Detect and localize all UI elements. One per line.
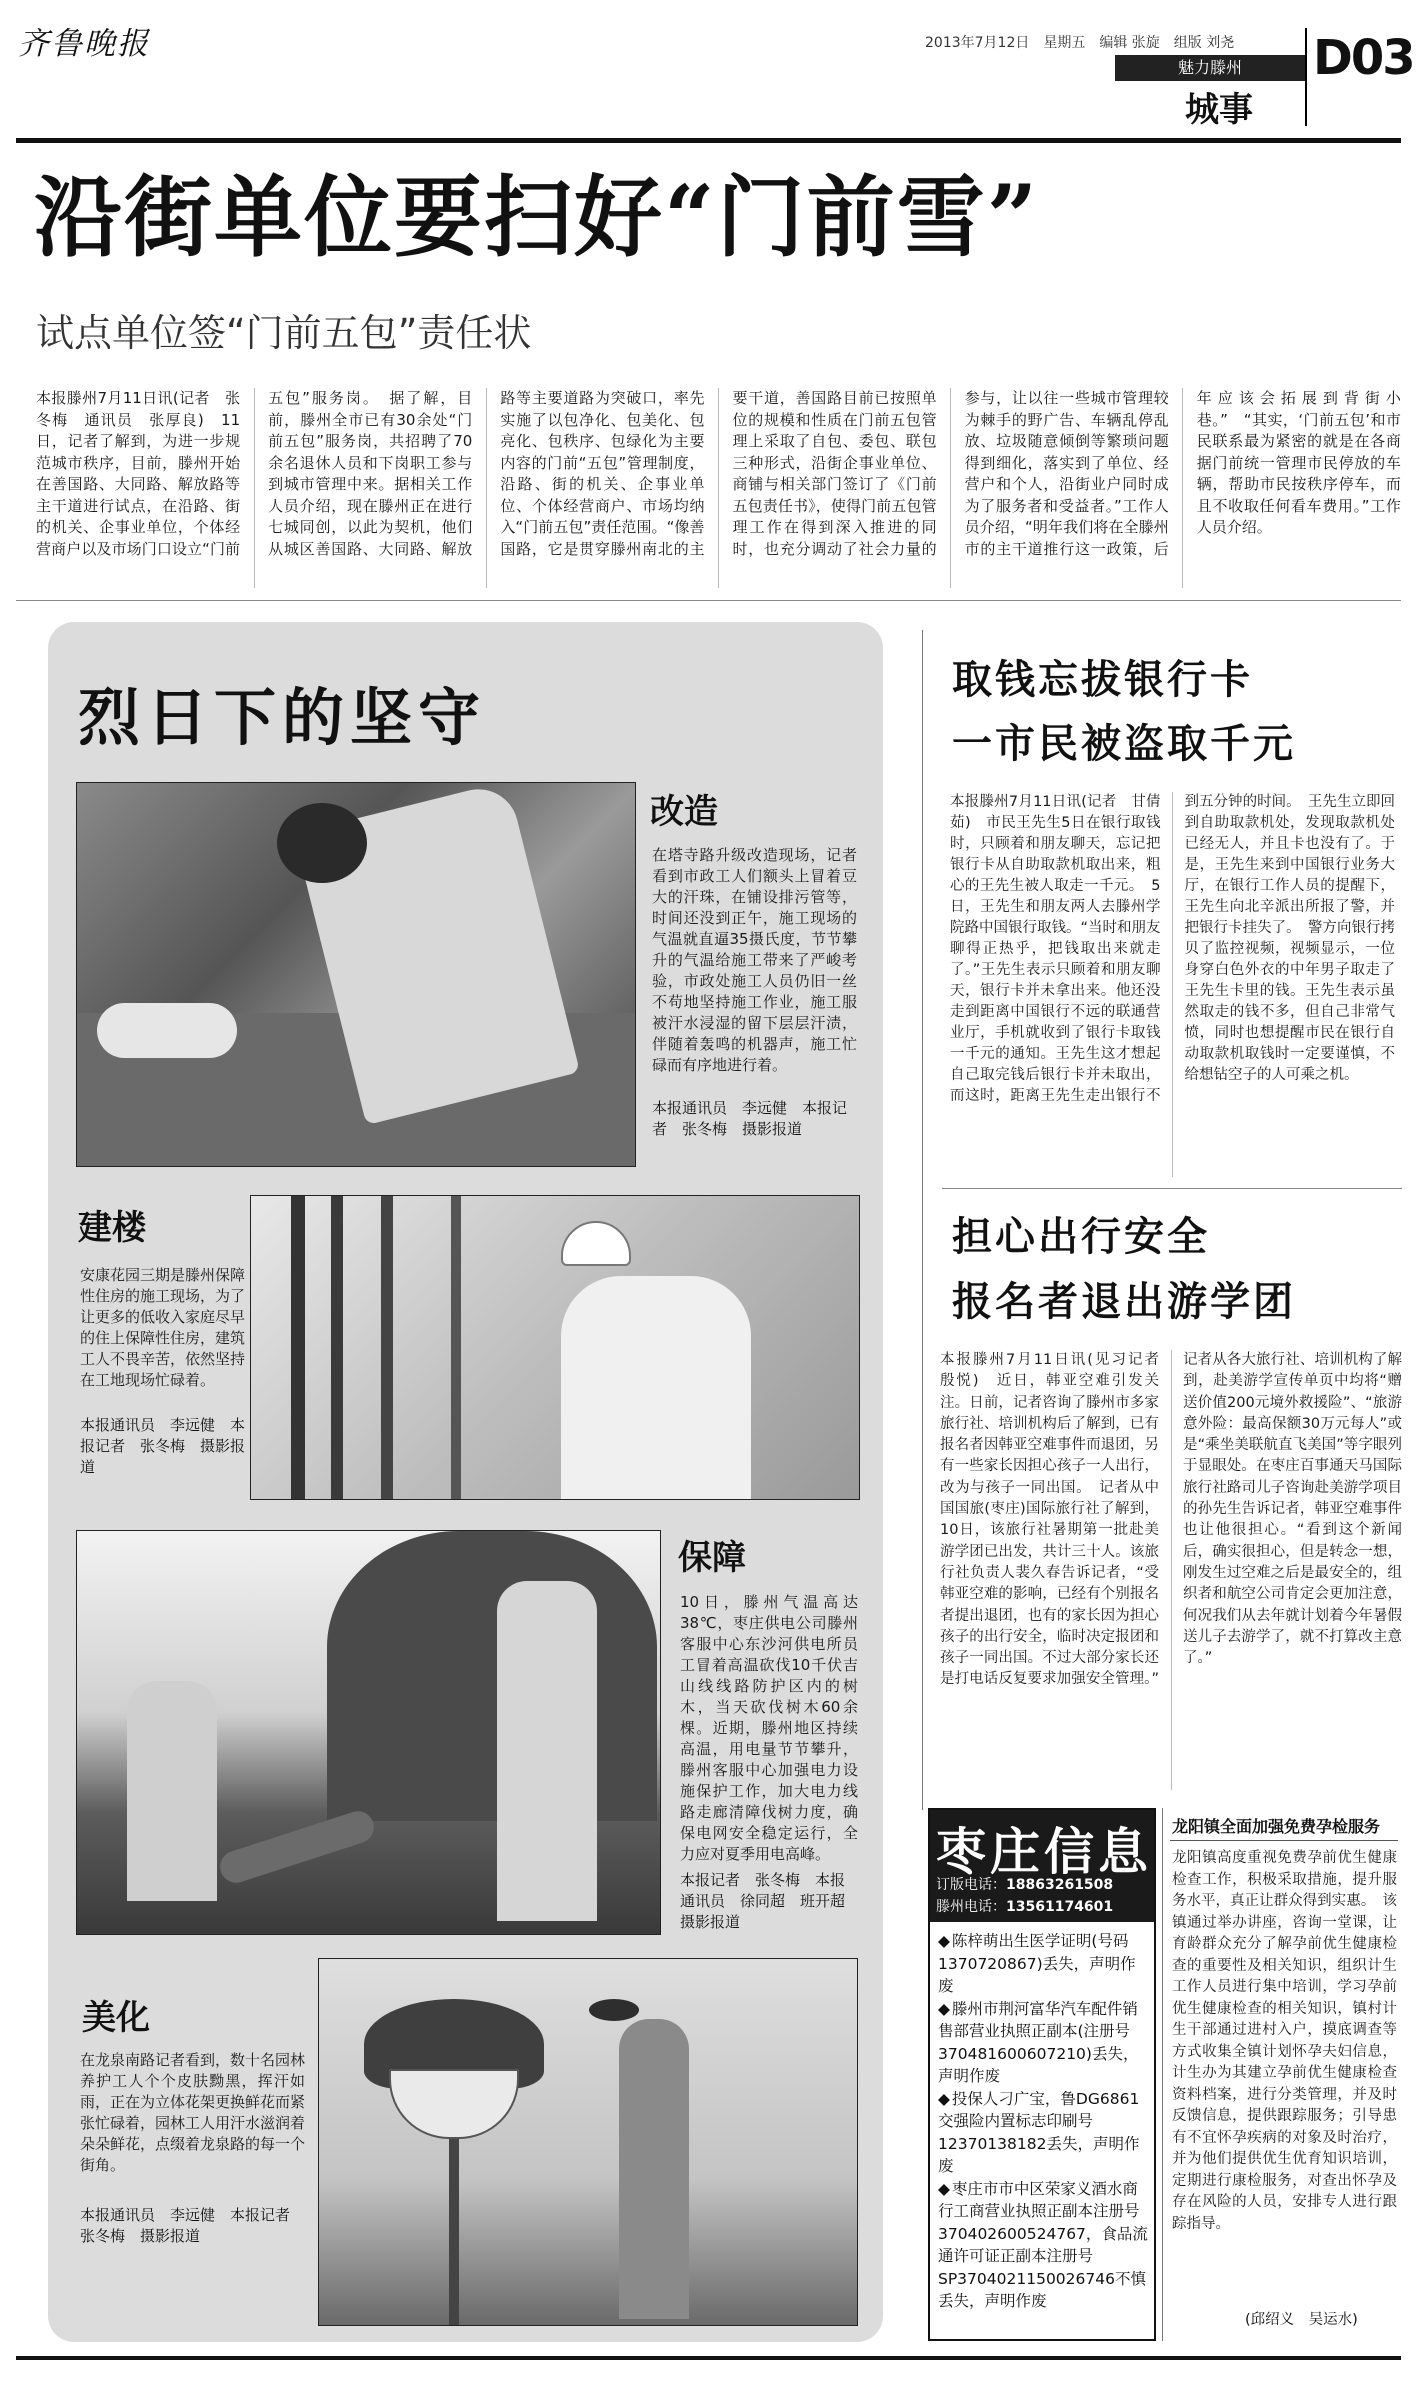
classifieds-phone1-row xyxy=(936,1874,1113,1894)
classifieds-phone1-label: 订版电话： xyxy=(936,1877,1006,1893)
masthead-divider xyxy=(1305,28,1307,126)
feature-item-label-gaizao: 改造 xyxy=(650,792,718,832)
classifieds-item: ◆ 滕州市荆河富华汽车配件销售部营业执照正副本(注册号370481600607210)丢失，声明作废 xyxy=(938,1998,1148,2088)
right-column-divider xyxy=(922,630,923,1810)
classifieds-phone2-label: 滕州电话： xyxy=(936,1899,1006,1915)
lead-body: 本报滕州7月11日讯(记者 张冬梅 通讯员 张厚良) 11日，记者了解到，为进一步规范城市秩序，目前，滕州开始在善国路、大同路、解放路等主干道进行试点，在沿路、街的机关、企事业单位，个体经营商户以及市场门口设立“门前五包”服务岗。 据了解，目前，滕州全市已有30余处“门前五包”服务岗，共招聘了70余名退休人员和下岗职工参与到城市管理中来。据相关工作人员介绍，现在滕州正在进行七城同创，以此为契机，他们从城区善国路、大同路、解放路等主要道路为突破口，率先实施了以包净化、包美化、包亮化、包秩序、包绿化为主要内容的门前“五包”管理制度，沿路、街的机关、企事业单位、个体经营商户、市场均纳入“门前五包”责任范围。“像善国路，它是贯穿滕州南北的主要干道，善国路目前已按照单位的规模和性质在门前五包管理上采取了自包、委包、联包三种形式，沿街企事业单位、商铺与相关部门签订了《门前五包责任书》，使得门前五包管理工作在得到深入推进的同时，也充分调动了社会力量的参与，让以往一些城市管理较为棘手的野广告、车辆乱停乱放、垃圾随意倾倒等繁琐问题得到细化，落实到了单位、经营户和个人，沿街业户同时成为了服务者和受益者。”工作人员介绍，“明年我们将在全滕州市的主干道推行这一政策，后年应该会拓展到背街小巷。” “其实，‘门前五包’和市民联系最为紧密的就是在各商据门前统一管理市民停放的车辆，帮助市民按秩序停车，而且不收取任何看车费用。”工作人员介绍。 xyxy=(36,389,1401,558)
feature-item-label-meihua: 美化 xyxy=(82,1998,150,2038)
photo-road-workers xyxy=(76,782,636,1167)
classifieds-item: ◆ 投保人刁广宝，鲁DG6861交强险内置标志印刷号12370138182丢失，声明作废 xyxy=(938,2088,1148,2178)
classifieds-phone2: 13561174601 xyxy=(1006,1899,1114,1915)
feature-item-label-baozhang: 保障 xyxy=(678,1538,746,1578)
story2-title-line1: 担心出行安全 xyxy=(952,1213,1210,1260)
feature-item-text-meihua: 在龙泉南路记者看到，数十名园林养护工人个个皮肤黝黑，挥汗如雨，正在为立体花架更换鲜花而紧张忙碌着，园林工人用汗水滋润着朵朵鲜花，点缀着龙泉路的每一个街角。 xyxy=(80,2051,306,2174)
newspaper-logo: 齐鲁晚报 xyxy=(18,26,150,62)
classifieds-item: ◆ 枣庄市市中区荣家义酒水商行工商营业执照正副本注册号370402600524767，食品流通许可证正副本注册号SP3704021150026746不慎丢失，声明作废 xyxy=(938,2178,1148,2313)
lead-headline: 沿街单位要扫好“门前雪” xyxy=(34,165,1040,269)
classifieds-list xyxy=(938,1930,1148,2313)
section-tag: 魅力滕州 xyxy=(1115,55,1305,81)
photo-flower-planter-workers xyxy=(318,1958,858,2326)
brief-credit: (邱绍义 吴运水) xyxy=(1245,2312,1358,2328)
brief-body: 龙阳镇高度重视免费孕前优生健康检查工作，积极采取措施，提升服务水平，真正让群众得到实惠。 该镇通过举办讲座，咨询一堂课，让育龄群众充分了解孕前优生健康检查的重要性及相关知识，组织计生工作人员进行集中培训，学习孕前优生健康检查的相关知识，镇村计生干部通过进村入户，摸底调查等方式收集全镇计划怀孕夫妇信息，计生办为其建立孕前优生健康检查资料档案，进行分类管理，并及时反馈信息，提供跟踪服务；引导患有不宜怀孕疾病的对象及时治疗，并为他们提供优生优育知识培训，定期进行康检服务，对查出怀孕及存在风险的人员，安排专人进行跟踪指导。 xyxy=(1172,1850,1397,2232)
lead-bottom-rule xyxy=(16,600,1401,601)
classifieds-phone2-row xyxy=(936,1896,1113,1916)
feature-item-text-jianlou: 安康花园三期是滕州保障性住房的施工现场，为了让更多的低收入家庭尽早的住上保障性住房，建筑工人不畏辛苦，依然坚持在工地现场忙碌着。 xyxy=(80,1266,246,1389)
brief-title-rule xyxy=(1170,1840,1398,1841)
classifieds-item: ◆ 陈梓萌出生医学证明(号码1370720867)丢失，声明作废 xyxy=(938,1930,1148,1998)
feature-title: 烈日下的坚守 xyxy=(78,681,487,754)
story1-body: 本报滕州7月11日讯(记者 甘倩茹) 市民王先生5日在银行取钱时，只顾着和朋友聊天，忘记把银行卡从自助取款机取出来，粗心的王先生被人取走一千元。 5日，王先生和朋友两人去滕州学院路中国银行取钱。“当时和朋友聊得正热乎，把钱取出来就走了。”王先生表示只顾着和朋友聊天，银行卡并未拿出来。他还没走到距离中国银行不远的联通营业厅，手机就收到了银行卡取钱一千元的通知。王先生这才想起自己取完钱后银行卡并未取出，而这时，距离王先生走出银行不到五分钟的时间。 王先生立即回到自助取款机处，发现取款机处已经无人，并且卡也没有了。于是，王先生来到中国银行业务大厅，在银行工作人员的提醒下，王先生向北辛派出所报了警，并把银行卡挂失了。 警方向银行拷贝了监控视频，视频显示，一位身穿白色外衣的中年男子取走了王先生卡里的钱。王先生表示虽然取走的钱不多，但自己非常气愤，同时也想提醒市民在银行自动取款机取钱时一定要谨慎，不给想钻空子的人可乘之机。 xyxy=(950,794,1395,1104)
photo-construction-worker xyxy=(250,1195,860,1500)
brief-title: 龙阳镇全面加强免费孕检服务 xyxy=(1172,1817,1381,1836)
masthead-rule xyxy=(16,138,1401,143)
feature-item-credit-baozhang: 本报记者 张冬梅 本报通讯员 徐同超 班开超 摄影报道 xyxy=(680,1871,861,1931)
feature-item-credit-gaizao: 本报通讯员 李远健 本报记者 张冬梅 摄影报道 xyxy=(652,1099,848,1138)
lead-subhead: 试点单位签“门前五包”责任状 xyxy=(36,311,532,355)
story1-bottom-rule xyxy=(942,1188,1402,1189)
section-name: 城事 xyxy=(1185,90,1253,130)
feature-item-text-gaizao: 在塔寺路升级改造现场，记者看到市政工人们额头上冒着豆大的汗珠，在铺设排污管等，时间还没到正午，施工现场的气温就直逼35摄氏度，节节攀升的气温给施工带来了严峻考验，市政处施工人员仍旧一丝不苟地坚持施工作业，施工服被汗水浸湿的留下层层汗渍，伴随着轰鸣的机器声，施工忙碌而有序地进行着。 xyxy=(652,846,857,1074)
feature-item-label-jianlou: 建楼 xyxy=(78,1208,146,1248)
story2-body: 本报滕州7月11日讯(见习记者 殷悦) 近日，韩亚空难引发关注。日前，记者咨询了滕州市多家旅行社、培训机构后了解到，已有报名者因韩亚空难事件而退团，另有一些家长因担心孩子一人出行，改为与孩子一同出国。 记者从中国国旅(枣庄)国际旅行社了解到，10日，该旅行社暑期第一批赴美游学团已出发，共计三十人。该旅行社负责人裴久春告诉记者，“受韩亚空难的影响，已经有个别报名者提出退团，也有的家长因为担心孩子的出行安全，临时决定报团和孩子一同出国。不过大部分家长还是打电话反复要求加强安全管理。” 记者从各大旅行社、培训机构了解到，赴美游学宣传单页中均将“赠送价值200元境外救援险”、“旅游意外险：最高保额30万元每人”或是“乘坐美联航直飞美国”等字眼列于显眼处。在枣庄百事通天马国际旅行社路司儿子咨询赴美游学项目的孙先生告诉记者，韩亚空难事件也让他很担心。“看到这个新闻后，确实很担心，但是转念一想，刚发生过空难之后是最安全的，组织者和航空公司肯定会更加注意，何况我们从去年就计划着今年暑假送儿子去游学了，就不打算改主意了。” xyxy=(940,1352,1402,1688)
date-line: 2013年7月12日 星期五 编辑 张旋 组版 刘尧 xyxy=(925,35,1235,51)
feature-item-credit-meihua: 本报通讯员 李远健 本报记者 张冬梅 摄影报道 xyxy=(80,2206,306,2245)
story1-title-line1: 取钱忘拔银行卡 xyxy=(952,656,1253,703)
classifieds-title: 枣庄信息 xyxy=(936,1822,1152,1881)
page-number: D03 xyxy=(1313,30,1414,86)
story2-title-line2: 报名者退出游学团 xyxy=(952,1278,1296,1325)
classifieds-phone1: 18863261508 xyxy=(1006,1877,1114,1893)
photo-power-line-workers xyxy=(76,1530,661,1935)
feature-item-credit-jianlou: 本报通讯员 李远健 本报记者 张冬梅 摄影报道 xyxy=(80,1416,246,1476)
story1-title-line2: 一市民被盗取千元 xyxy=(952,720,1296,767)
feature-item-text-baozhang: 10日，滕州气温高达38℃，枣庄供电公司滕州客服中心东沙河供电所员工冒着高温砍伐10千伏吉山线线路防护区内的树木，当天砍伐树木60余棵。近期，滕州地区持续高温，用电量节节攀升，滕州客服中心加强电力设施保护工作，加大电力线路走廊清障伐树力度，确保电网安全稳定运行，全力应对夏季用电高峰。 xyxy=(680,1593,858,1863)
page-bottom-rule xyxy=(16,2356,1401,2360)
